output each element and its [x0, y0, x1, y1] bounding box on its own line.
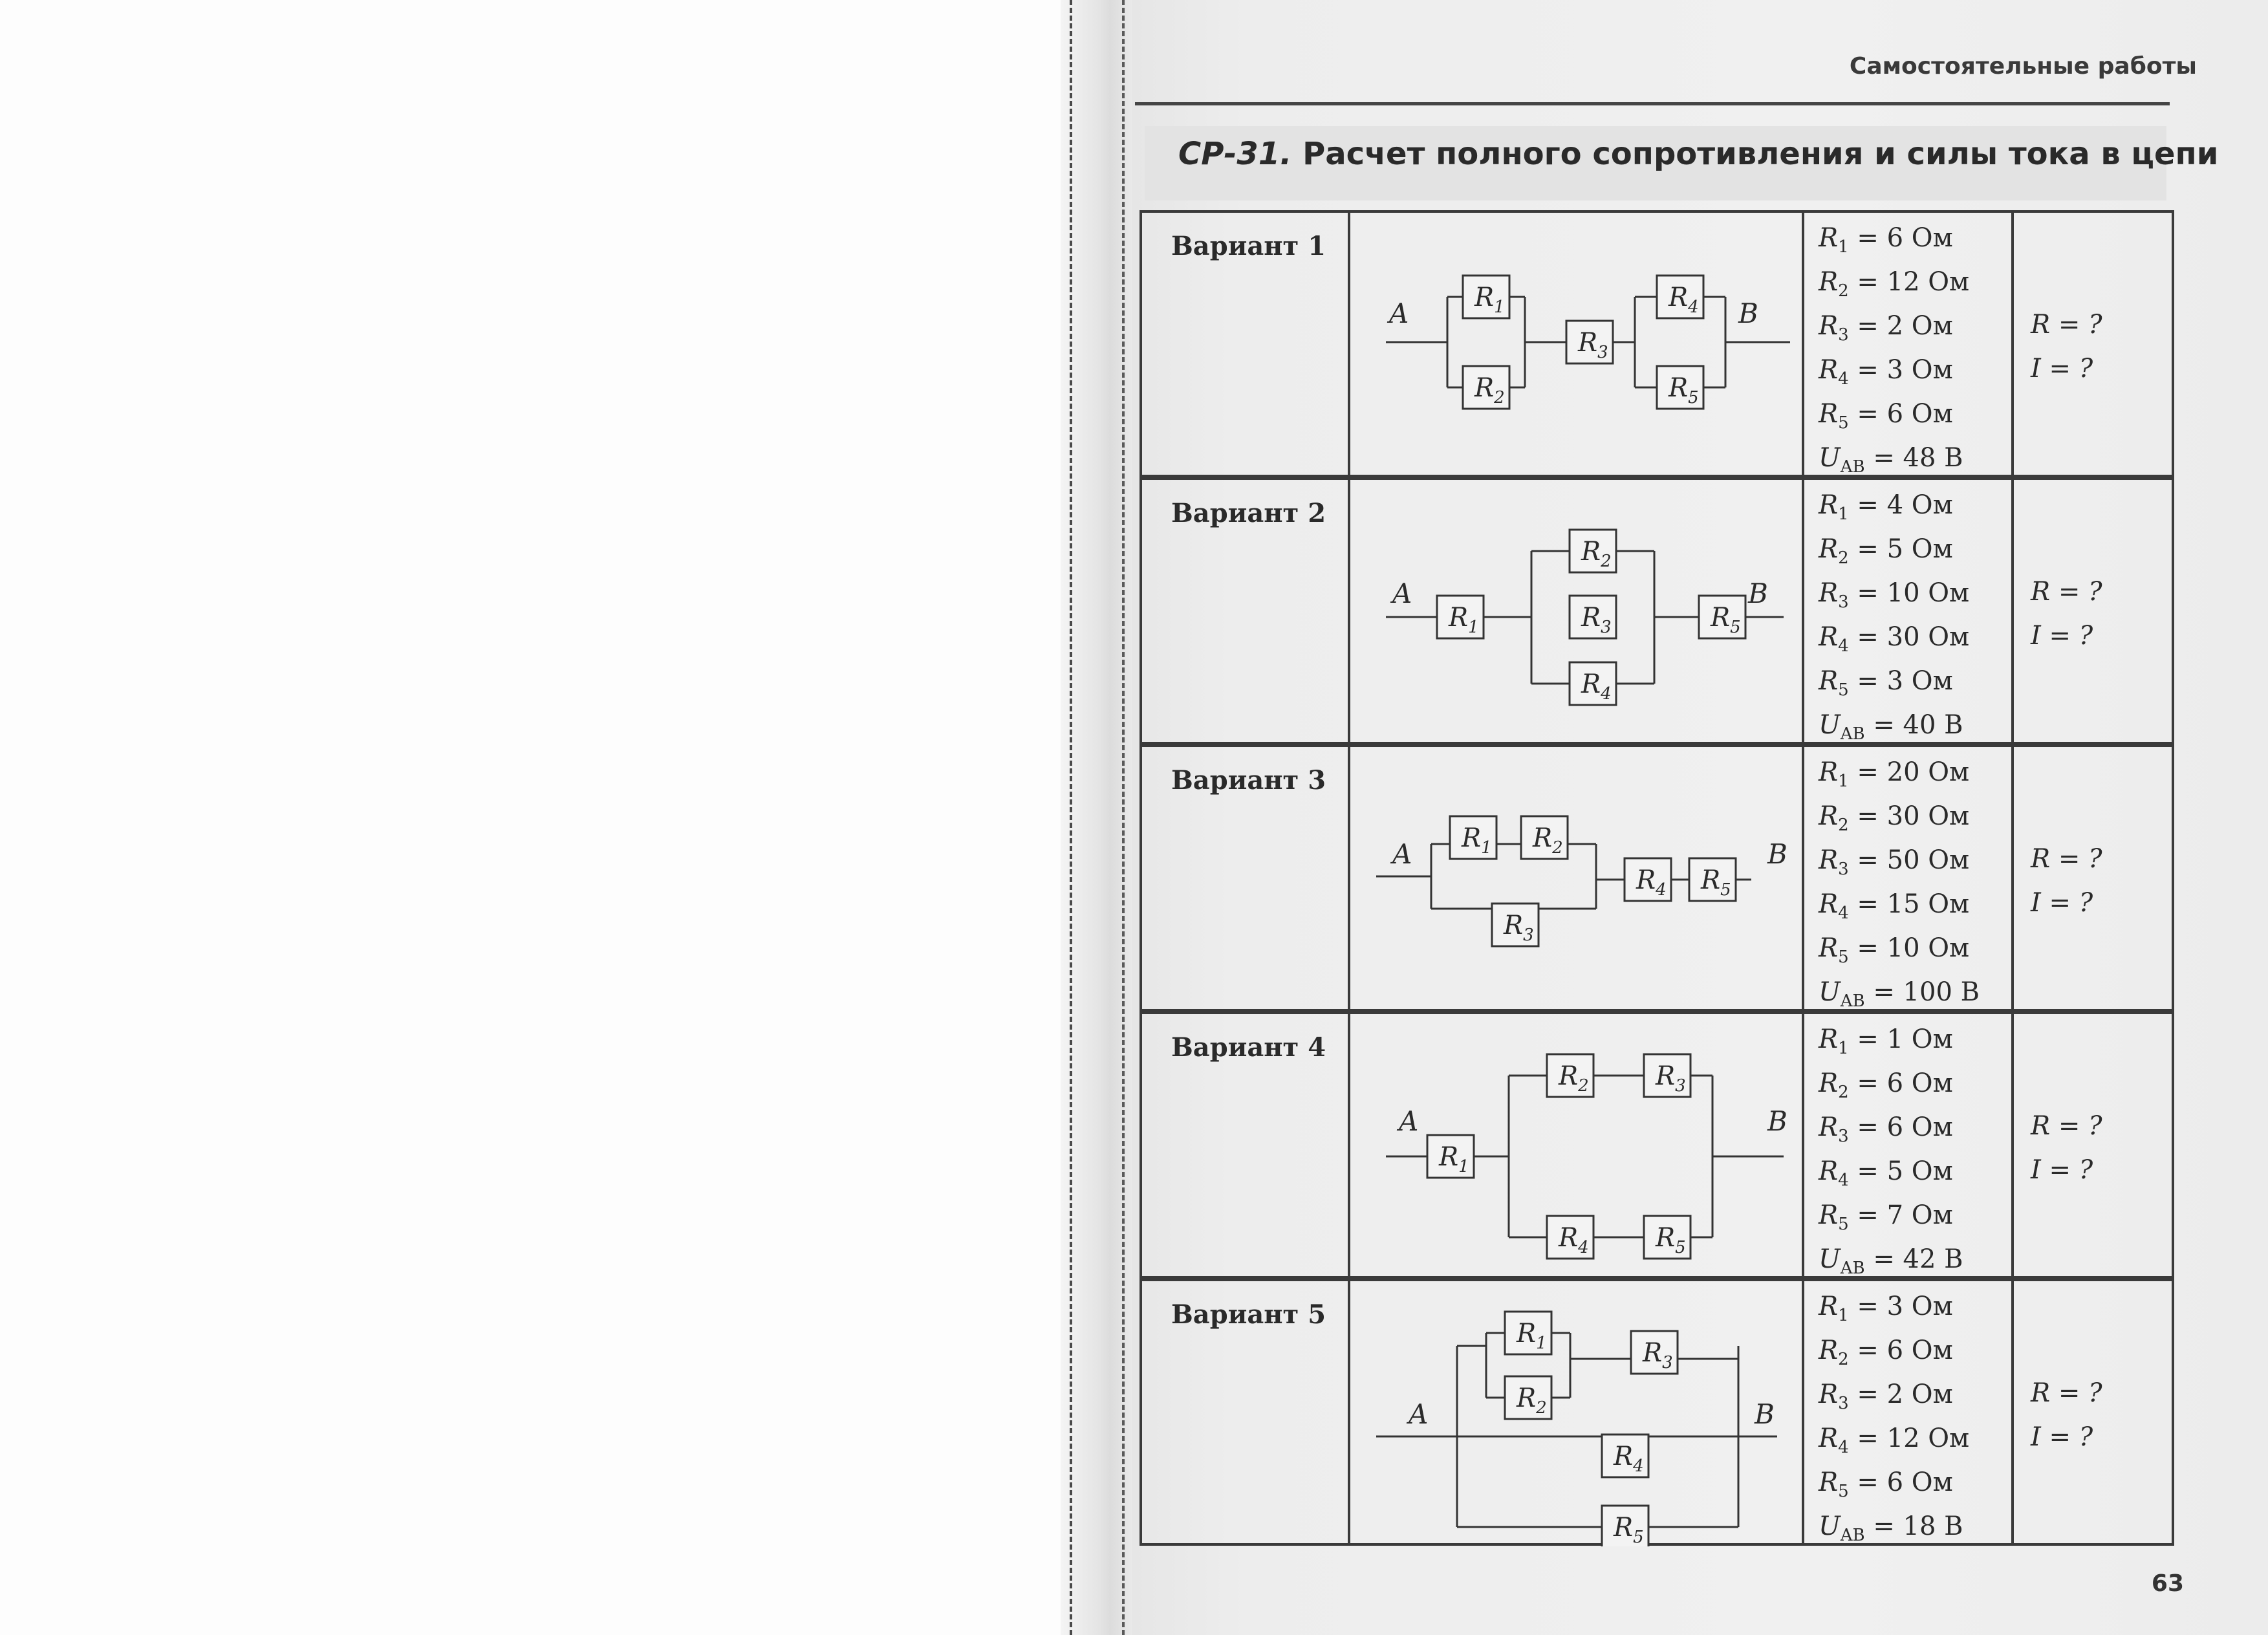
- value-text: = 6 Ом: [1848, 1112, 1953, 1142]
- running-head: Самостоятельные работы: [1849, 53, 2197, 80]
- given-values-cell: [1804, 1281, 2014, 1543]
- circuit-diagram-cell: [1350, 213, 1804, 475]
- value-subscript: AB: [1840, 991, 1865, 1011]
- resistor-sub-r2: 2: [1494, 388, 1505, 407]
- unknown-quantity: R = ?: [2031, 1378, 2102, 1408]
- unknowns-cell: [2014, 213, 2174, 475]
- value-subscript: 5: [1838, 1482, 1849, 1501]
- resistor-sub-r3: 3: [1601, 618, 1612, 637]
- node-a-label: A: [1392, 838, 1412, 870]
- variant-label: Вариант 4: [1171, 1032, 1326, 1063]
- resistor-label-r4: $R_4$: [1559, 1223, 1589, 1257]
- node-b-label: B: [1755, 1398, 1775, 1430]
- given-values-cell: [1804, 747, 2014, 1009]
- node-b-label: B: [1767, 1105, 1787, 1137]
- value-subscript: 3: [1838, 1394, 1849, 1413]
- node-a-label: A: [1389, 298, 1409, 329]
- value-text: = 5 Ом: [1848, 534, 1953, 564]
- value-symbol: R: [1819, 1380, 1839, 1409]
- given-value: [1819, 392, 1953, 436]
- resistor-label-r2: $R_2$: [1517, 1383, 1547, 1418]
- node-b-label: B: [1767, 838, 1787, 870]
- variant-label-cell: [1142, 213, 1350, 475]
- given-value: [1819, 794, 1969, 838]
- value-symbol: R: [1819, 622, 1839, 652]
- value-subscript: 2: [1838, 1083, 1849, 1102]
- value-subscript: 1: [1838, 772, 1849, 791]
- value-text: = 6 Ом: [1848, 399, 1953, 429]
- resistor-label-r3: $R_3$: [1578, 328, 1608, 362]
- value-subscript: 4: [1838, 904, 1849, 923]
- variant-row: [1139, 477, 2174, 744]
- circuit-diagram: [1350, 747, 1803, 1012]
- value-symbol: R: [1819, 490, 1839, 520]
- value-symbol: R: [1819, 1292, 1839, 1321]
- circuit-diagram: [1350, 480, 1803, 745]
- value-symbol: R: [1819, 801, 1839, 831]
- value-subscript: AB: [1840, 1526, 1865, 1545]
- value-text: = 6 Ом: [1848, 1068, 1953, 1098]
- circuit-diagram: [1350, 1281, 1803, 1546]
- resistor-sub-r4: 4: [1633, 1456, 1644, 1476]
- tasks-table: [1139, 210, 2174, 1567]
- variant-label-cell: [1142, 747, 1350, 1009]
- value-text: = 6 Ом: [1848, 1467, 1953, 1497]
- resistor-label-r1: $R_1$: [1462, 823, 1492, 858]
- value-symbol: R: [1819, 1467, 1839, 1497]
- value-text: = 3 Ом: [1848, 355, 1953, 385]
- given-value: [1819, 1237, 1963, 1281]
- value-subscript: 1: [1838, 1039, 1849, 1058]
- circuit-diagram: [1350, 1014, 1803, 1279]
- value-subscript: 2: [1838, 1350, 1849, 1369]
- given-value: [1819, 1193, 1953, 1237]
- page-number: 63: [2151, 1570, 2184, 1597]
- unknown-quantity: I = ?: [2031, 1155, 2093, 1185]
- given-value: [1819, 1372, 1953, 1416]
- value-symbol: R: [1819, 666, 1839, 696]
- value-symbol: R: [1819, 1024, 1839, 1054]
- value-text: = 12 Ом: [1848, 1424, 1970, 1453]
- given-value: [1819, 1149, 1953, 1193]
- value-text: = 42 В: [1864, 1244, 1963, 1274]
- resistor-label-r1: $R_1$: [1474, 283, 1505, 317]
- value-text: = 5 Ом: [1848, 1156, 1953, 1186]
- resistor-sub-r2: 2: [1552, 838, 1563, 858]
- resistor-sub-r5: 5: [1720, 880, 1731, 900]
- value-subscript: 3: [1838, 1127, 1849, 1146]
- value-text: = 15 Ом: [1848, 889, 1970, 919]
- circuit-diagram: [1350, 213, 1803, 478]
- cut-line-2: [1122, 0, 1125, 1635]
- value-text: = 30 Ом: [1848, 622, 1970, 652]
- circuit-diagram-cell: [1350, 1014, 1804, 1276]
- value-text: = 7 Ом: [1848, 1200, 1953, 1230]
- unknown-quantity: I = ?: [2031, 354, 2093, 384]
- node-a-label: A: [1409, 1398, 1429, 1430]
- value-subscript: 4: [1838, 1171, 1849, 1190]
- resistor-sub-r4: 4: [1578, 1238, 1589, 1257]
- resistor-sub-r1: 1: [1536, 1334, 1547, 1353]
- variant-row: [1139, 210, 2174, 477]
- given-value: [1819, 216, 1953, 260]
- given-value: [1819, 1284, 1953, 1328]
- resistor-label-r4: $R_4$: [1614, 1442, 1644, 1476]
- resistor-sub-r5: 5: [1675, 1238, 1686, 1257]
- value-subscript: 1: [1838, 504, 1849, 524]
- resistor-sub-r1: 1: [1481, 838, 1492, 858]
- blank-left-page: [0, 0, 1061, 1635]
- node-a-label: A: [1399, 1105, 1419, 1137]
- variant-row: [1139, 1012, 2174, 1279]
- resistor-sub-r5: 5: [1633, 1528, 1644, 1546]
- value-subscript: AB: [1840, 724, 1865, 744]
- variant-label: Вариант 2: [1171, 498, 1326, 528]
- resistor-sub-r4: 4: [1656, 880, 1667, 900]
- given-value: [1819, 1504, 1963, 1548]
- resistor-sub-r3: 3: [1675, 1076, 1686, 1096]
- resistor-label-r3: $R_3$: [1581, 603, 1612, 637]
- value-symbol: R: [1819, 933, 1839, 963]
- circuit-diagram-cell: [1350, 747, 1804, 1009]
- resistor-label-r4: $R_4$: [1581, 669, 1612, 704]
- value-symbol: R: [1819, 1112, 1839, 1142]
- value-symbol: R: [1819, 311, 1839, 341]
- value-symbol: R: [1819, 757, 1839, 787]
- value-text: = 2 Ом: [1848, 311, 1953, 341]
- value-subscript: 4: [1838, 1438, 1849, 1457]
- value-symbol: U: [1819, 977, 1841, 1007]
- given-value: [1819, 1416, 1969, 1460]
- value-text: = 18 В: [1864, 1511, 1963, 1541]
- resistor-label-r1: $R_1$: [1439, 1142, 1469, 1176]
- resistor-sub-r4: 4: [1688, 298, 1699, 317]
- value-text: = 6 Ом: [1848, 1336, 1953, 1365]
- resistor-sub-r3: 3: [1662, 1353, 1673, 1372]
- unknown-quantity: I = ?: [2031, 888, 2093, 918]
- given-value: [1819, 882, 1969, 926]
- given-value: [1819, 436, 1963, 480]
- variant-row: [1139, 744, 2174, 1012]
- given-value: [1819, 1328, 1953, 1372]
- unknown-quantity: I = ?: [2031, 621, 2093, 651]
- value-subscript: 2: [1838, 548, 1849, 568]
- resistor-label-r4: $R_4$: [1636, 865, 1667, 900]
- given-value: [1819, 1105, 1953, 1149]
- unknown-quantity: R = ?: [2031, 577, 2102, 607]
- given-value: [1819, 348, 1953, 392]
- resistor-label-r1: $R_1$: [1449, 603, 1479, 637]
- value-symbol: R: [1819, 1424, 1839, 1453]
- given-value: [1819, 1061, 1953, 1105]
- given-values-cell: [1804, 480, 2014, 742]
- value-symbol: R: [1819, 578, 1839, 608]
- value-subscript: 5: [1838, 947, 1849, 967]
- resistor-sub-r2: 2: [1601, 552, 1612, 571]
- unknown-quantity: R = ?: [2031, 1111, 2102, 1141]
- unknown-quantity: R = ?: [2031, 844, 2102, 874]
- value-text: = 10 Ом: [1848, 578, 1970, 608]
- value-text: = 3 Ом: [1848, 666, 1953, 696]
- variant-label: Вариант 1: [1171, 231, 1326, 261]
- variant-row: [1139, 1279, 2174, 1546]
- resistor-label-r5: $R_5$: [1711, 603, 1741, 637]
- variant-label-cell: [1142, 1014, 1350, 1276]
- resistor-sub-r1: 1: [1468, 618, 1479, 637]
- value-text: = 10 Ом: [1848, 933, 1970, 963]
- value-subscript: 1: [1838, 237, 1849, 257]
- unknown-quantity: R = ?: [2031, 310, 2102, 340]
- node-b-label: B: [1748, 578, 1768, 609]
- unknowns-cell: [2014, 480, 2174, 742]
- resistor-sub-r2: 2: [1578, 1076, 1589, 1096]
- given-value: [1819, 483, 1953, 527]
- unknown-quantity: I = ?: [2031, 1422, 2093, 1452]
- given-value: [1819, 926, 1969, 970]
- given-value: [1819, 527, 1953, 571]
- value-symbol: R: [1819, 1156, 1839, 1186]
- circuit-diagram-cell: [1350, 480, 1804, 742]
- value-text: = 30 Ом: [1848, 801, 1970, 831]
- value-text: = 1 Ом: [1848, 1024, 1953, 1054]
- given-value: [1819, 260, 1969, 304]
- given-value: [1819, 304, 1953, 348]
- given-value: [1819, 659, 1953, 703]
- value-symbol: U: [1819, 1244, 1841, 1274]
- value-subscript: 3: [1838, 860, 1849, 879]
- value-text: = 6 Ом: [1848, 223, 1953, 253]
- given-values-cell: [1804, 213, 2014, 475]
- value-subscript: 5: [1838, 1215, 1849, 1234]
- value-subscript: 3: [1838, 592, 1849, 612]
- value-subscript: 1: [1838, 1306, 1849, 1325]
- resistor-label-r5: $R_5$: [1614, 1513, 1644, 1546]
- value-subscript: 2: [1838, 281, 1849, 301]
- value-subscript: AB: [1840, 457, 1865, 477]
- value-symbol: R: [1819, 1336, 1839, 1365]
- value-text: = 50 Ом: [1848, 845, 1970, 875]
- value-subscript: 2: [1838, 816, 1849, 835]
- given-value: [1819, 571, 1969, 615]
- unknowns-cell: [2014, 747, 2174, 1009]
- value-text: = 40 В: [1864, 710, 1963, 740]
- resistor-label-r3: $R_3$: [1504, 911, 1534, 945]
- resistor-label-r1: $R_1$: [1517, 1319, 1547, 1353]
- work-code: СР-31.: [1178, 136, 1292, 172]
- given-value: [1819, 750, 1969, 794]
- resistor-sub-r1: 1: [1494, 298, 1505, 317]
- resistor-sub-r4: 4: [1601, 684, 1612, 704]
- value-subscript: AB: [1840, 1259, 1865, 1278]
- value-symbol: R: [1819, 267, 1839, 297]
- variant-label-cell: [1142, 480, 1350, 742]
- value-symbol: U: [1819, 1511, 1841, 1541]
- resistor-sub-r3: 3: [1523, 926, 1534, 945]
- resistor-label-r3: $R_3$: [1656, 1061, 1686, 1096]
- node-b-label: B: [1738, 298, 1758, 329]
- value-subscript: 3: [1838, 325, 1849, 345]
- resistor-label-r5: $R_5$: [1669, 373, 1699, 407]
- resistor-label-r5: $R_5$: [1656, 1223, 1686, 1257]
- value-subscript: 5: [1838, 413, 1849, 433]
- variant-label-cell: [1142, 1281, 1350, 1543]
- work-title: [1178, 136, 2218, 172]
- variant-label: Вариант 5: [1171, 1299, 1326, 1330]
- resistor-sub-r5: 5: [1688, 388, 1699, 407]
- value-symbol: R: [1819, 223, 1839, 253]
- value-symbol: R: [1819, 534, 1839, 564]
- resistor-sub-r1: 1: [1458, 1157, 1469, 1176]
- given-value: [1819, 703, 1963, 747]
- value-subscript: 5: [1838, 680, 1849, 700]
- circuit-diagram-cell: [1350, 1281, 1804, 1546]
- value-symbol: R: [1819, 355, 1839, 385]
- value-text: = 48 В: [1864, 443, 1963, 473]
- unknowns-cell: [2014, 1014, 2174, 1276]
- resistor-label-r3: $R_3$: [1643, 1338, 1673, 1372]
- value-symbol: R: [1819, 845, 1839, 875]
- resistor-label-r2: $R_2$: [1474, 373, 1505, 407]
- resistor-label-r4: $R_4$: [1669, 283, 1699, 317]
- value-symbol: R: [1819, 399, 1839, 429]
- value-symbol: U: [1819, 710, 1841, 740]
- value-text: = 2 Ом: [1848, 1380, 1953, 1409]
- variant-label: Вариант 3: [1171, 765, 1326, 796]
- header-rule: [1135, 102, 2170, 105]
- value-subscript: 4: [1838, 369, 1849, 389]
- resistor-label-r2: $R_2$: [1533, 823, 1563, 858]
- resistor-label-r2: $R_2$: [1559, 1061, 1589, 1096]
- value-text: = 100 В: [1864, 977, 1980, 1007]
- resistor-sub-r3: 3: [1597, 343, 1608, 362]
- value-symbol: R: [1819, 889, 1839, 919]
- given-value: [1819, 1460, 1953, 1504]
- value-subscript: 4: [1838, 636, 1849, 656]
- resistor-label-r5: $R_5$: [1701, 865, 1731, 900]
- resistor-sub-r5: 5: [1730, 618, 1741, 637]
- given-values-cell: [1804, 1014, 2014, 1276]
- given-value: [1819, 615, 1969, 659]
- value-symbol: U: [1819, 443, 1841, 473]
- resistor-label-r2: $R_2$: [1581, 537, 1612, 571]
- value-symbol: R: [1819, 1068, 1839, 1098]
- work-title-text: Расчет полного сопротивления и силы тока в цепи: [1302, 136, 2219, 172]
- given-value: [1819, 970, 1980, 1014]
- resistor-sub-r2: 2: [1536, 1398, 1547, 1418]
- value-text: = 3 Ом: [1848, 1292, 1953, 1321]
- given-value: [1819, 838, 1969, 882]
- given-value: [1819, 1017, 1953, 1061]
- value-text: = 4 Ом: [1848, 490, 1953, 520]
- value-text: = 20 Ом: [1848, 757, 1970, 787]
- value-symbol: R: [1819, 1200, 1839, 1230]
- cut-line: [1070, 0, 1072, 1635]
- value-text: = 12 Ом: [1848, 267, 1970, 297]
- node-a-label: A: [1392, 578, 1412, 609]
- unknowns-cell: [2014, 1281, 2174, 1543]
